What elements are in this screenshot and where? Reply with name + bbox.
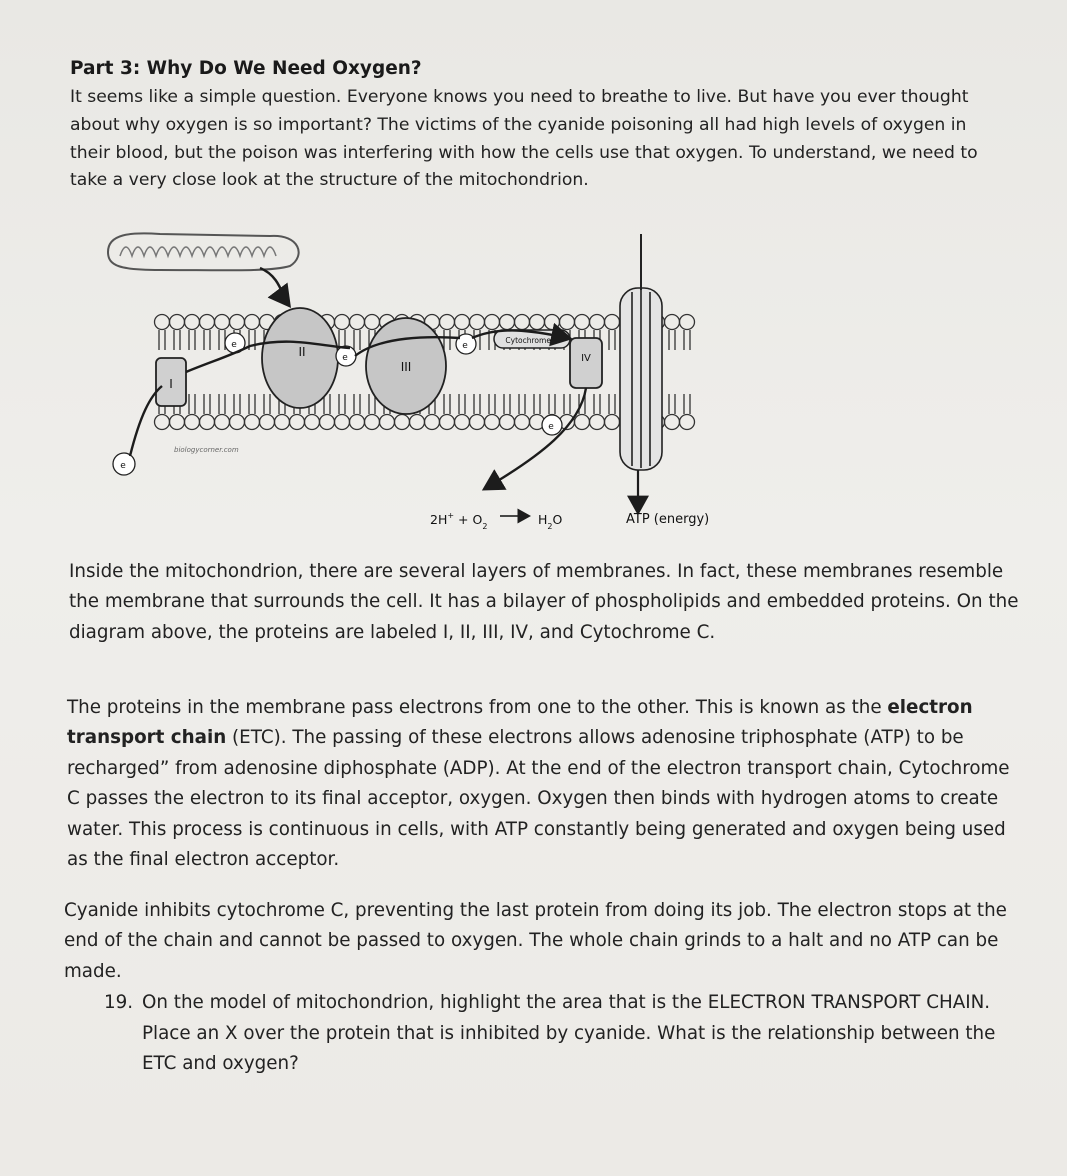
phospholipid-head bbox=[530, 315, 545, 330]
phospholipid-head bbox=[245, 415, 260, 430]
phospholipid-head bbox=[365, 415, 380, 430]
phospholipid-head bbox=[335, 315, 350, 330]
phospholipid-head bbox=[590, 315, 605, 330]
phospholipid-head bbox=[665, 415, 680, 430]
svg-text:Cytochrome C: Cytochrome C bbox=[505, 336, 559, 345]
phospholipid-head bbox=[350, 415, 365, 430]
phospholipid-head bbox=[260, 415, 275, 430]
phospholipid-head bbox=[440, 415, 455, 430]
phospholipid-head bbox=[515, 315, 530, 330]
svg-text:IV: IV bbox=[581, 353, 591, 364]
phospholipid-head bbox=[200, 315, 215, 330]
electron-label: e bbox=[462, 341, 468, 351]
svg-text:II: II bbox=[298, 345, 306, 359]
phospholipid-head bbox=[410, 415, 425, 430]
phospholipid-head bbox=[665, 315, 680, 330]
phospholipid-head bbox=[605, 415, 620, 430]
phospholipid-head bbox=[470, 315, 485, 330]
phospholipid-head bbox=[320, 415, 335, 430]
intro-paragraph: It seems like a simple question. Everyone knows you need to breathe to live. But have you ever thought about why oxygen is so important? The victims of the cyanide poisoning all had high levels of oxygen in their blood, but the poison was interfering with how the cells use that oxygen. To understand, we need to take a very close look at the structure of the mitochondrion. bbox=[70, 87, 978, 191]
phospholipid-head bbox=[485, 415, 500, 430]
phospholipid-head bbox=[575, 315, 590, 330]
water-equation bbox=[430, 511, 563, 531]
phospholipid-head bbox=[485, 315, 500, 330]
protein-I bbox=[156, 358, 186, 406]
phospholipid-head bbox=[515, 415, 530, 430]
watermark-text: biologycorner.com bbox=[174, 446, 239, 454]
atp-energy-label: ATP (energy) bbox=[626, 512, 710, 527]
etc-term: electron transport chain bbox=[67, 697, 973, 749]
electron-path bbox=[130, 330, 586, 488]
phospholipid-head bbox=[560, 315, 575, 330]
phospholipid-head bbox=[290, 415, 305, 430]
phospholipid-head bbox=[605, 315, 620, 330]
etc-text-end: (ETC). The passing of these electrons allows adenosine triphosphate (ATP) to be recharged” from adenosine diphosphate (ADP). At the end of the electron transport chain, Cytochrome C passes the electron to its final acceptor, oxygen. Oxygen then binds with hydrogen atoms to create water. This process is continuous in cells, with ATP constantly being generated and oxygen being used as the final electron acceptor. bbox=[67, 727, 1010, 871]
mitochondrion-sketch bbox=[108, 233, 299, 270]
electron-label: e bbox=[120, 461, 126, 471]
question-text: On the model of mitochondrion, highlight the area that is the ELECTRON TRANSPORT CHAIN. Place an X over the protein that is inhibited by cyanide. What is the relationship between the ETC and oxygen? bbox=[142, 992, 996, 1074]
svg-text:I: I bbox=[169, 377, 173, 391]
electron-label: e bbox=[548, 422, 554, 432]
phospholipid-head bbox=[275, 415, 290, 430]
phospholipid-head bbox=[680, 415, 695, 430]
atp-synthase bbox=[620, 234, 662, 470]
phospholipid-head bbox=[425, 415, 440, 430]
etc-paragraph bbox=[67, 693, 1027, 875]
phospholipid-head bbox=[590, 415, 605, 430]
electron-label: e bbox=[342, 353, 348, 363]
phospholipid-head bbox=[305, 415, 320, 430]
phospholipid-head bbox=[680, 315, 695, 330]
section-heading: Part 3: Why Do We Need Oxygen? bbox=[70, 58, 422, 79]
phospholipid-head bbox=[545, 315, 560, 330]
phospholipid-head bbox=[440, 315, 455, 330]
phospholipid-head bbox=[395, 415, 410, 430]
phospholipid-head bbox=[215, 315, 230, 330]
svg-text:2H+ + O2: $2H^+ + O_2$ bbox=[430, 511, 488, 531]
phospholipid-head bbox=[230, 315, 245, 330]
phospholipid-head bbox=[500, 415, 515, 430]
phospholipid-head bbox=[350, 315, 365, 330]
question-number: 19. bbox=[104, 992, 134, 1013]
phospholipid-head bbox=[365, 315, 380, 330]
protein-IV bbox=[570, 338, 602, 388]
phospholipid-head bbox=[500, 315, 515, 330]
zoom-arrow bbox=[260, 268, 288, 304]
phospholipid-head bbox=[170, 415, 185, 430]
phospholipid-head bbox=[335, 415, 350, 430]
protein-II bbox=[262, 308, 338, 408]
phospholipid-head bbox=[155, 315, 170, 330]
phospholipid-head bbox=[380, 415, 395, 430]
phospholipid-head bbox=[455, 415, 470, 430]
cyanide-paragraph: Cyanide inhibits cytochrome C, preventing the last protein from doing its job. The electron stops at the end of the chain and cannot be passed to oxygen. The whole chain grinds to a halt and no ATP can be made. bbox=[64, 900, 1007, 982]
phospholipid-head bbox=[155, 415, 170, 430]
phospholipid-head bbox=[215, 415, 230, 430]
phospholipid-head bbox=[245, 315, 260, 330]
protein-III bbox=[366, 318, 446, 414]
electron-transport-chain-diagram bbox=[100, 226, 760, 536]
phospholipid-head bbox=[575, 415, 590, 430]
phospholipid-head bbox=[170, 315, 185, 330]
phospholipid-head bbox=[185, 315, 200, 330]
membrane-paragraph: Inside the mitochondrion, there are several layers of membranes. In fact, these membranes resemble the membrane that surrounds the cell. It has a bilayer of phospholipids and embedded proteins. On the diagram above, the proteins are labeled I, II, III, IV, and Cytochrome C. bbox=[69, 561, 1019, 643]
svg-text:H2O: $H_2O$ bbox=[538, 512, 563, 531]
phospholipid-head bbox=[470, 415, 485, 430]
svg-text:III: III bbox=[400, 360, 412, 374]
etc-text-start: The proteins in the membrane pass electrons from one to the other. This is known as the bbox=[67, 697, 888, 718]
electron-label: e bbox=[231, 340, 237, 350]
phospholipid-head bbox=[455, 315, 470, 330]
phospholipid-head bbox=[185, 415, 200, 430]
phospholipid-head bbox=[230, 415, 245, 430]
phospholipid-head bbox=[200, 415, 215, 430]
